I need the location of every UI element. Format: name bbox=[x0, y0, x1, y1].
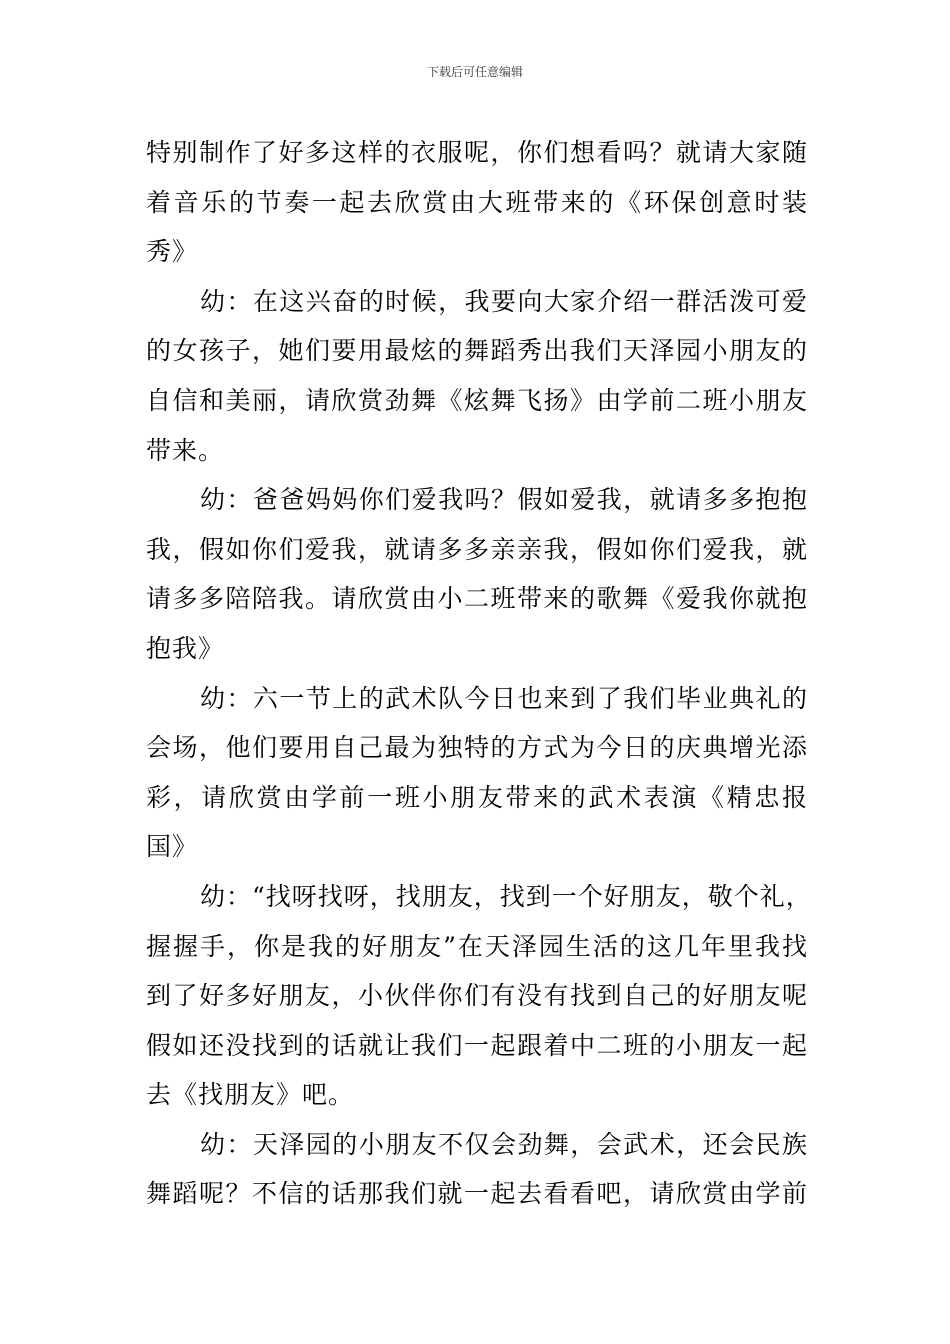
page-header: 下载后可任意编辑 bbox=[426, 65, 523, 79]
text-line: 着音乐的节奏一起去欣赏由大班带来的《环保创意时装 bbox=[146, 187, 808, 217]
text-line: 自信和美丽，请欣赏劲舞《炫舞飞扬》由学前二班小朋友 bbox=[146, 385, 808, 415]
text-line: 幼：六一节上的武术队今日也来到了我们毕业典礼的 bbox=[200, 683, 808, 713]
text-line: 幼：在这兴奋的时候，我要向大家介绍一群活泼可爱 bbox=[200, 286, 808, 316]
text-line: 请多多陪陪我。请欣赏由小二班带来的歌舞《爱我你就抱 bbox=[146, 584, 808, 614]
text-line: 握握手，你是我的好朋友”在天泽园生活的这几年里我找 bbox=[146, 931, 808, 961]
text-line: 我，假如你们爱我，就请多多亲亲我，假如你们爱我，就 bbox=[146, 534, 808, 564]
text-line: 会场，他们要用自己最为独特的方式为今日的庆典增光添 bbox=[146, 733, 808, 763]
text-line: 幼：“找呀找呀，找朋友，找到一个好朋友，敬个礼， bbox=[200, 881, 812, 911]
text-line: 假如还没找到的话就让我们一起跟着中二班的小朋友一起 bbox=[146, 1030, 808, 1060]
text-line: 舞蹈呢？不信的话那我们就一起去看看吧，请欣赏由学前 bbox=[146, 1179, 808, 1209]
text-line: 幼：爸爸妈妈你们爱我吗？假如爱我，就请多多抱抱 bbox=[200, 485, 808, 515]
text-line: 特别制作了好多这样的衣服呢，你们想看吗？就请大家随 bbox=[146, 138, 808, 167]
text-line: 抱我》 bbox=[146, 633, 225, 663]
text-line: 秀》 bbox=[146, 237, 199, 267]
text-line: 幼：天泽园的小朋友不仅会劲舞，会武术，还会民族 bbox=[200, 1129, 808, 1159]
document-body bbox=[146, 128, 812, 1219]
text-line: 国》 bbox=[146, 832, 199, 862]
text-line: 到了好多好朋友，小伙伴你们有没有找到自己的好朋友呢 bbox=[146, 981, 808, 1011]
text-line: 彩，请欣赏由学前一班小朋友带来的武术表演《精忠报 bbox=[146, 782, 808, 812]
text-line: 带来。 bbox=[146, 435, 225, 465]
text-line: 去《找朋友》吧。 bbox=[146, 1080, 355, 1110]
text-line: 的女孩子，她们要用最炫的舞蹈秀出我们天泽园小朋友的 bbox=[146, 336, 808, 366]
